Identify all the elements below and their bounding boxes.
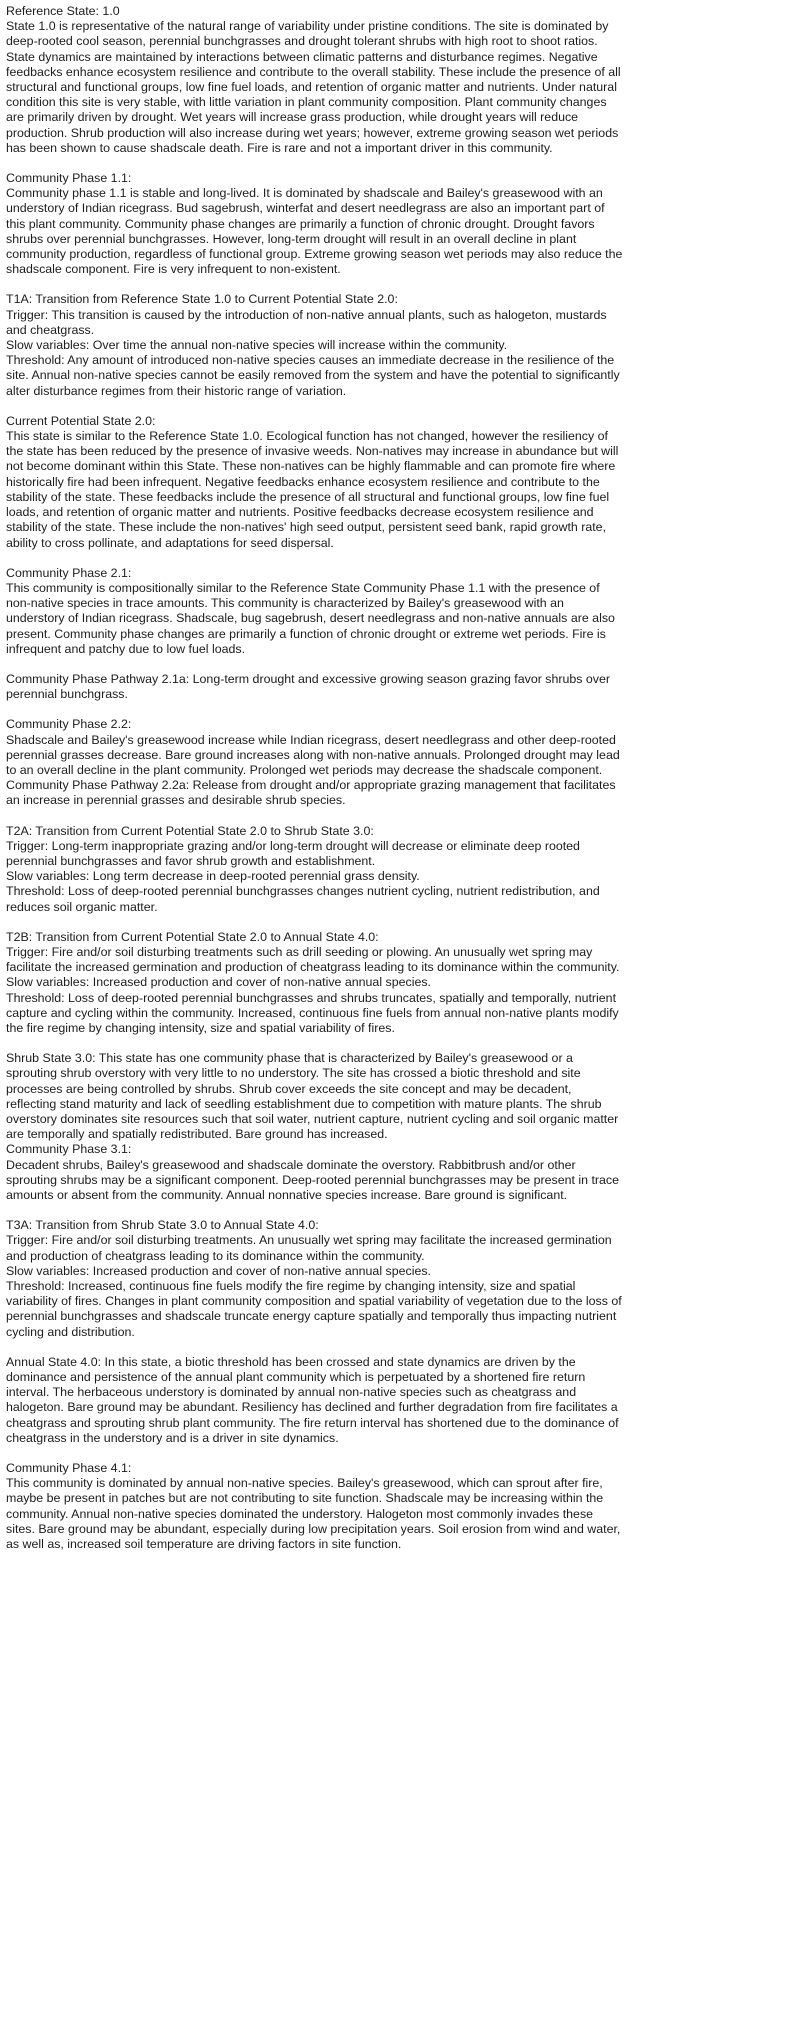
section-body: State 1.0 is representative of the natural range of variability under pristine conditions. The site is dominated by deep-rooted cool season, perennial bunchgrasses and drought tolerant shrubs with high root to shoot ratios. State dynamics are maintained by interactions between climatic patterns and disturbance regimes. Negative feedbacks enhance ecosystem resilience and contribute to the overall stability. These include the presence of all structural and functional groups, low fine fuel loads, and retention of organic matter and nutrients. Under natural condition this site is very stable, with little variation in plant community composition. Plant community changes are primarily driven by drought. Wet years will increase grass production, while drought years will reduce production. Shrub production will also increase during wet years; however, extreme growing season wet periods has been shown to cause shadscale death. Fire is rare and not a important driver in this community. [6, 19, 621, 155]
transition-t1a-section [6, 292, 624, 398]
trigger-text: Trigger: Long-term inappropriate grazing and/or long-term drought will decrease or eliminate deep rooted perennial bunchgrasses and favor shrub growth and establishment. [6, 838, 580, 868]
trigger-text: Trigger: Fire and/or soil disturbing treatments. An unusually wet spring may facilitate the increased germination and production of cheatgrass leading to its dominance within the community. [6, 1233, 612, 1263]
section-body: Community phase 1.1 is stable and long-lived. It is dominated by shadscale and Bailey's greasewood with an understory of Indian ricegrass. Bud sagebrush, winterfat and desert needlegrass are also an important part of this plant community. Community phase changes are primarily a function of chronic drought. Drought favors shrubs over perennial bunchgrasses. However, long-term drought will result in an overall decline in plant community production, regardless of functional group. Extreme growing season wet periods may also reduce the shadscale component. Fire is very infrequent to non-existent. [6, 186, 623, 277]
section-heading: Current Potential State 2.0: [6, 413, 156, 428]
shrub-state-3-0-section [6, 1051, 624, 1203]
section-heading: Community Phase 2.1: [6, 565, 132, 580]
threshold-text: Threshold: Increased, continuous fine fuels modify the fire regime by changing intensity, size and spatial variability of fires. Changes in plant community composition and spatial variability of vegetation due to the loss of perennial bunchgrasses and shadscale truncate energy capture spatially and temporally thus impacting nutrient cycling and distribution. [6, 1279, 622, 1339]
threshold-text: Threshold: Loss of deep-rooted perennial bunchgrasses and shrubs truncates, spatially and temporally, nutrient capture and cycling within the community. Increased, continuous fine fuels from annual non-native plants modify the fire regime by changing intensity, size and spatial variability of fires. [6, 990, 619, 1035]
section-heading: Community Phase 3.1: [6, 1142, 132, 1157]
section-body: This community is compositionally similar to the Reference State Community Phase 1.1 with the presence of non-native species in trace amounts. This community is characterized by Bailey's greasewood with an understory of Indian ricegrass. Shadscale, bug sagebrush, desert needlegrass and non-native annuals are also present. Community phase changes are primarily a function of chronic drought or extreme wet periods. Fire is infrequent and patchy due to low fuel loads. [6, 580, 615, 656]
slow-variables-text: Slow variables: Over time the annual non-native species will increase within the community. [6, 338, 508, 353]
section-body: This community is dominated by annual non-native species. Bailey's greasewood, which can sprout after fire, maybe be present in patches but are not contributing to site function. Shadscale may be increasing within the community. Annual non-native species dominated the understory. Halogeton most commonly invades these sites. Bare ground may be abundant, especially during low precipitation years. Soil erosion from wind and water, as well as, increased soil temperature are driving factors in site function. [6, 1476, 621, 1552]
community-phase-4-1-section [6, 1461, 624, 1552]
slow-variables-text: Slow variables: Increased production and cover of non-native annual species. [6, 1263, 431, 1278]
section-heading: T3A: Transition from Shrub State 3.0 to Annual State 4.0: [6, 1218, 319, 1233]
section-heading: Community Phase 1.1: [6, 171, 132, 186]
section-heading: Community Phase 4.1: [6, 1461, 132, 1476]
transition-t2b-section [6, 930, 624, 1036]
threshold-text: Threshold: Loss of deep-rooted perennial bunchgrasses changes nutrient cycling, nutrient redistribution, and reduces soil organic matter. [6, 884, 600, 914]
pathway-text: Community Phase Pathway 2.2a: Release from drought and/or appropriate grazing management that facilitates an increase in perennial grasses and desirable shrub species. [6, 778, 616, 808]
section-body: Annual State 4.0: In this state, a biotic threshold has been crossed and state dynamics are driven by the dominance and persistence of the annual plant community which is perpetuated by a shortened fire return interval. The herbaceous understory is dominated by annual non-native species such as cheatgrass and halogeton. Bare ground may be abundant. Resiliency has declined and further degradation from fire facilitates a cheatgrass and sprouting shrub plant community. The fire return interval has shortened due to the dominance of cheatgrass in the understory and is a driver in site dynamics. [6, 1354, 619, 1445]
pathway-2-1a-section [6, 672, 624, 702]
community-phase-2-1-section [6, 566, 624, 657]
threshold-text: Threshold: Any amount of introduced non-native species causes an immediate decrease in the resilience of the site. Annual non-native species cannot be easily removed from the system and have the potential to significantly alter disturbance regimes from their historic range of variation. [6, 353, 620, 398]
trigger-text: Trigger: This transition is caused by the introduction of non-native annual plants, such as halogeton, mustards and cheatgrass. [6, 307, 607, 337]
annual-state-4-0-section [6, 1355, 624, 1446]
section-body: Shadscale and Bailey's greasewood increase while Indian ricegrass, desert needlegrass and other deep-rooted perennial grasses decrease. Bare ground increases along with non-native annuals. Prolonged drought may lead to an overall decline in the plant community. Prolonged wet periods may decrease the shadscale component. [6, 732, 620, 777]
section-heading: Reference State: 1.0 [6, 4, 120, 18]
section-heading: T2A: Transition from Current Potential State 2.0 to Shrub State 3.0: [6, 823, 374, 838]
reference-state-1-0-section [6, 4, 624, 156]
current-potential-state-2-0-section [6, 414, 624, 551]
slow-variables-text: Slow variables: Long term decrease in deep-rooted perennial grass density. [6, 869, 420, 884]
community-phase-2-2-section [6, 717, 624, 808]
transition-t2a-section [6, 824, 624, 915]
slow-variables-text: Slow variables: Increased production and cover of non-native annual species. [6, 975, 431, 990]
community-phase-1-1-section [6, 171, 624, 277]
section-body: This state is similar to the Reference State 1.0. Ecological function has not changed, however the resiliency of the state has been reduced by the presence of invasive weeds. Non-natives may increase in abundance but will not become dominant within this State. These non-natives can be highly flammable and can promote fire where historically fire had been infrequent. Negative feedbacks enhance ecosystem resilience and contribute to the stability of the state. These feedbacks include the presence of all structural and functional groups, low fine fuel loads, and retention of organic matter and nutrients. Positive feedbacks decrease ecosystem resilience and stability of the state. These include the non-natives' high seed output, persistent seed bank, rapid growth rate, ability to cross pollinate, and adaptations for seed dispersal. [6, 429, 619, 550]
transition-t3a-section [6, 1218, 624, 1340]
section-heading: Community Phase 2.2: [6, 717, 132, 732]
section-heading: T2B: Transition from Current Potential State 2.0 to Annual State 4.0: [6, 929, 379, 944]
section-body: Decadent shrubs, Bailey's greasewood and shadscale dominate the overstory. Rabbitbrush and/or other sprouting shrubs may be a significant component. Deep-rooted perennial bunchgrasses may be present in trace amounts or absent from the community. Annual nonnative species increase. Bare ground is significant. [6, 1157, 619, 1203]
section-heading: T1A: Transition from Reference State 1.0 to Current Potential State 2.0: [6, 292, 398, 307]
pathway-text: Community Phase Pathway 2.1a: Long-term drought and excessive growing season grazing favor shrubs over perennial bunchgrass. [6, 671, 611, 702]
section-body: Shrub State 3.0: This state has one community phase that is characterized by Bailey's greasewood or a sprouting shrub overstory with very little to no understory. The site has crossed a biotic threshold and site processes are being controlled by shrubs. Shrub cover exceeds the site concept and may be decadent, reflecting stand maturity and lack of seedling establishment due to competition with mature plants. The shrub overstory dominates site resources such that soil water, nutrient capture, nutrient cycling and soil organic matter are temporally and spatially redistributed. Bare ground has increased. [6, 1051, 619, 1142]
trigger-text: Trigger: Fire and/or soil disturbing treatments such as drill seeding or plowing. An unusually wet spring may facilitate the increased germination and production of cheatgrass leading to its dominance within the community. [6, 944, 620, 975]
